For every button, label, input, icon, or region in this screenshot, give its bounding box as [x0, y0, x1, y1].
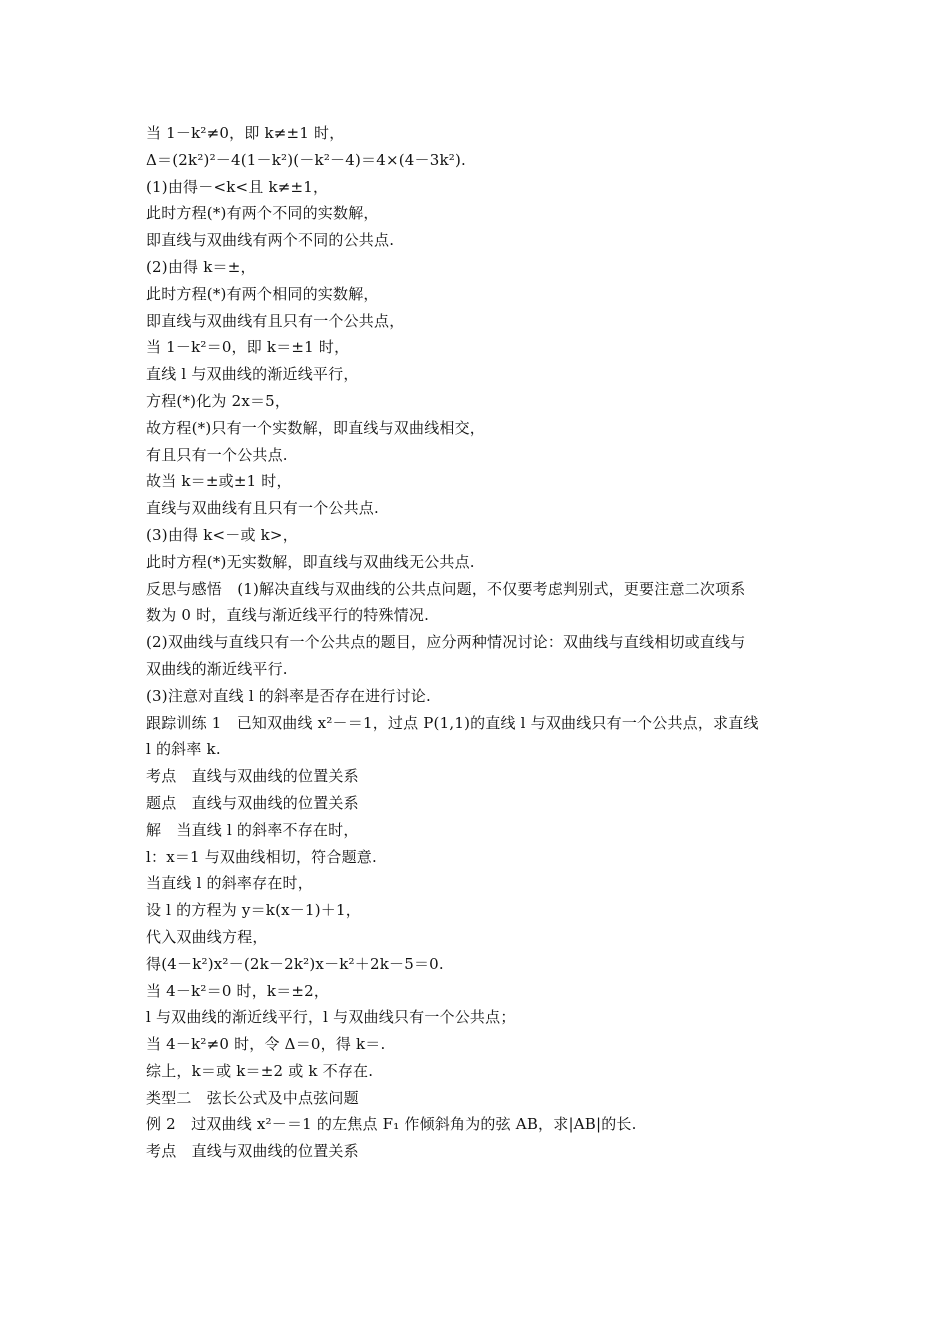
text-line: 当 1－k²＝0，即 k＝±1 时， [146, 338, 350, 357]
section-heading-reflection: 反思与感悟 (1)解决直线与双曲线的公共点问题，不仅要考虑判别式，更要注意二次项系 [146, 579, 746, 598]
text-line: 即直线与双曲线有且只有一个公共点， [146, 311, 405, 330]
text-line: 故方程(*)只有一个实数解，即直线与双曲线相交， [146, 418, 486, 437]
text-line: 当直线 l 的斜率存在时， [146, 874, 313, 893]
text-line: 直线与双曲线有且只有一个公共点. [146, 499, 379, 518]
solution-start: 解 当直线 l 的斜率不存在时， [146, 820, 359, 839]
text-line: 综上，k＝或 k＝±2 或 k 不存在. [146, 1061, 374, 1080]
section-heading-type2: 类型二 弦长公式及中点弦问题 [146, 1088, 359, 1107]
text-line: 当 1－k²≠0，即 k≠±1 时， [146, 124, 345, 142]
text-line: 方程(*)化为 2x＝5， [146, 391, 291, 410]
text-line: 双曲线的渐近线平行. [146, 659, 288, 678]
document-body [146, 120, 811, 1165]
text-line: 直线 l 与双曲线的渐近线平行， [146, 365, 359, 384]
example-heading: 例 2 过双曲线 x²－＝1 的左焦点 F₁ 作倾斜角为的弦 AB，求|AB|的长. [146, 1115, 637, 1134]
text-line: 有且只有一个公共点. [146, 445, 288, 464]
text-line: 此时方程(*)有两个相同的实数解， [146, 284, 379, 303]
exercise-heading: 跟踪训练 1 已知双曲线 x²－＝1，过点 P(1,1)的直线 l 与双曲线只有一个公共点，求直线 [146, 713, 759, 732]
text-line: 故当 k＝±或±1 时， [146, 472, 292, 491]
text-line: (2)由得 k＝±， [146, 257, 256, 276]
text-line: (1)由得－<k<且 k≠±1， [146, 177, 329, 196]
topic-line: 题点 直线与双曲线的位置关系 [146, 793, 359, 812]
text-line: 当 4－k²＝0 时，k＝±2， [146, 981, 330, 1000]
text-line: (2)双曲线与直线只有一个公共点的题目，应分两种情况讨论：双曲线与直线相切或直线与 [146, 633, 746, 652]
text-line: 当 4－k²≠0 时，令 Δ＝0，得 k＝. [146, 1035, 386, 1054]
text-line: 得(4－k²)x²－(2k－2k²)x－k²＋2k－5＝0. [146, 954, 444, 973]
text-line: l 与双曲线的渐近线平行，l 与双曲线只有一个公共点； [146, 1008, 516, 1027]
text-line: (3)注意对直线 l 的斜率是否存在进行讨论. [146, 686, 431, 705]
topic-line: 考点 直线与双曲线的位置关系 [146, 1142, 359, 1161]
topic-line: 考点 直线与双曲线的位置关系 [146, 767, 359, 786]
text-line: 此时方程(*)有两个不同的实数解， [146, 204, 379, 223]
text-line: l：x＝1 与双曲线相切，符合题意. [146, 847, 377, 866]
text-line: 设 l 的方程为 y＝k(x－1)＋1， [146, 901, 361, 920]
text-line: Δ＝(2k²)²－4(1－k²)(－k²－4)＝4×(4－3k²). [146, 150, 467, 169]
text-line: 数为 0 时，直线与渐近线平行的特殊情况. [146, 606, 430, 625]
text-line: l 的斜率 k. [146, 740, 221, 759]
text-line: 此时方程(*)无实数解，即直线与双曲线无公共点. [146, 552, 475, 571]
text-line: 即直线与双曲线有两个不同的公共点. [146, 231, 395, 250]
text-line: (3)由得 k<－或 k>， [146, 525, 298, 544]
text-line: 代入双曲线方程， [146, 927, 268, 946]
